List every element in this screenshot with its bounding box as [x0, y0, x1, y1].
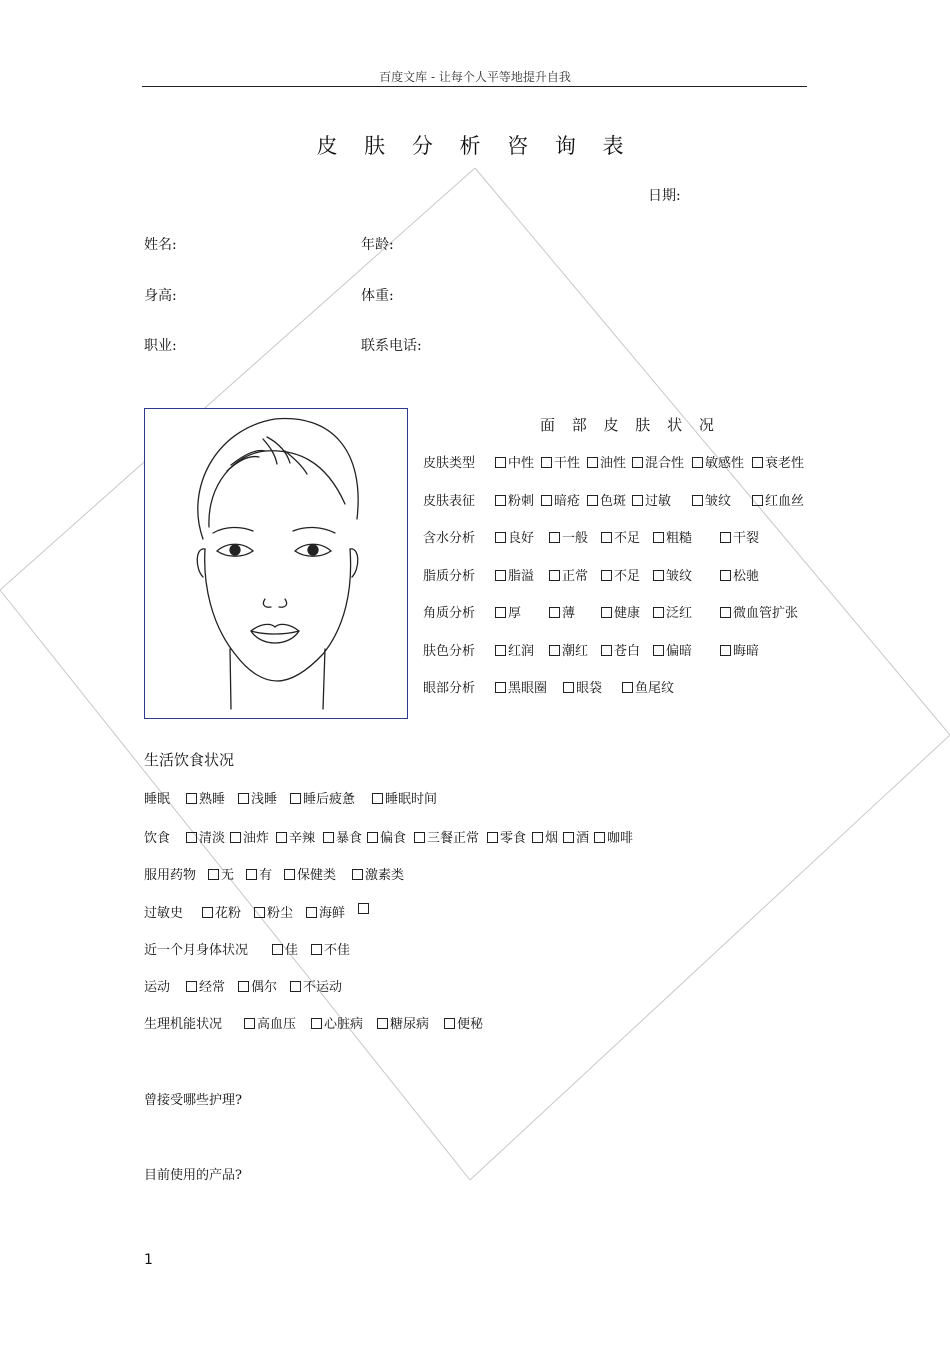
life-option-checkbox[interactable] — [284, 864, 336, 883]
life-option-label: 海鲜 — [319, 906, 346, 921]
face-option-checkbox[interactable] — [495, 602, 521, 621]
age-field[interactable]: 年龄: — [361, 237, 394, 253]
face-option-checkbox[interactable] — [563, 677, 602, 696]
life-option-label: 糖尿病 — [390, 1017, 430, 1032]
face-option-checkbox[interactable] — [653, 640, 692, 659]
checkbox-icon[interactable] — [367, 832, 378, 843]
life-option-checkbox[interactable] — [372, 788, 437, 807]
face-option-label: 中性 — [508, 456, 535, 471]
face-option-label: 眼袋 — [576, 681, 603, 696]
face-option-checkbox[interactable] — [549, 640, 588, 659]
life-row — [144, 788, 844, 808]
face-option-label: 晦暗 — [733, 644, 760, 659]
life-option-label: 偶尔 — [251, 980, 278, 995]
checkbox-icon[interactable] — [290, 981, 301, 992]
life-row — [144, 827, 844, 847]
life-option-checkbox[interactable] — [254, 902, 293, 921]
face-option-label: 不足 — [614, 531, 641, 546]
face-option-label: 色斑 — [600, 494, 627, 509]
life-option-checkbox[interactable] — [238, 976, 277, 995]
face-option-label: 混合性 — [645, 456, 685, 471]
checkbox-icon[interactable] — [290, 793, 301, 804]
face-option-checkbox[interactable] — [720, 565, 759, 584]
checkbox-icon[interactable] — [720, 645, 731, 656]
checkbox-icon[interactable] — [752, 495, 763, 506]
height-field[interactable]: 身高: — [144, 288, 177, 304]
checkbox-icon[interactable] — [238, 981, 249, 992]
checkbox-icon[interactable] — [246, 869, 257, 880]
face-illustration — [145, 409, 407, 718]
face-option-label: 一般 — [562, 531, 589, 546]
checkbox-icon[interactable] — [720, 532, 731, 543]
life-option-label: 心脏病 — [324, 1017, 364, 1032]
face-option-label: 红润 — [508, 644, 535, 659]
face-option-checkbox[interactable] — [549, 602, 575, 621]
life-option-label: 清淡 — [199, 831, 226, 846]
face-option-label: 过敏 — [645, 494, 672, 509]
face-option-checkbox[interactable] — [495, 565, 534, 584]
life-option-checkbox[interactable] — [208, 864, 234, 883]
checkbox-icon[interactable] — [495, 682, 506, 693]
checkbox-icon[interactable] — [311, 1018, 322, 1029]
face-option-checkbox[interactable] — [752, 452, 804, 471]
checkbox-icon[interactable] — [272, 944, 283, 955]
face-option-checkbox[interactable] — [549, 565, 588, 584]
life-option-checkbox[interactable] — [311, 939, 350, 958]
life-option-label: 花粉 — [215, 906, 242, 921]
checkbox-icon[interactable] — [495, 570, 506, 581]
face-row-label: 角质分析 — [423, 606, 476, 621]
face-row — [423, 677, 950, 697]
checkbox-icon[interactable] — [358, 903, 369, 914]
checkbox-icon[interactable] — [587, 457, 598, 468]
face-option-label: 粉刺 — [508, 494, 535, 509]
life-row-label: 运动 — [144, 980, 171, 995]
checkbox-icon[interactable] — [720, 570, 731, 581]
checkbox-icon[interactable] — [352, 869, 363, 880]
life-option-checkbox[interactable] — [230, 827, 269, 846]
life-option-checkbox[interactable] — [186, 788, 225, 807]
face-option-label: 皱纹 — [705, 494, 732, 509]
life-option-checkbox[interactable] — [311, 1013, 363, 1032]
life-row-label: 生理机能状况 — [144, 1017, 223, 1032]
checkbox-icon[interactable] — [372, 793, 383, 804]
checkbox-icon[interactable] — [720, 607, 731, 618]
face-row-label: 皮肤表征 — [423, 494, 476, 509]
face-option-label: 苍白 — [614, 644, 641, 659]
face-option-checkbox[interactable] — [495, 452, 534, 471]
face-option-checkbox[interactable] — [653, 527, 692, 546]
face-option-label: 暗疮 — [554, 494, 581, 509]
face-option-checkbox[interactable] — [653, 565, 692, 584]
life-option-label: 零食 — [500, 831, 527, 846]
checkbox-icon[interactable] — [495, 457, 506, 468]
face-option-label: 粗糙 — [666, 531, 693, 546]
face-option-checkbox[interactable] — [541, 490, 580, 509]
face-option-checkbox[interactable] — [622, 677, 674, 696]
life-option-label: 咖啡 — [607, 831, 634, 846]
form-title: 皮 肤 分 析 咨 询 表 — [316, 134, 634, 158]
face-row — [423, 490, 950, 510]
checkbox-icon[interactable] — [444, 1018, 455, 1029]
checkbox-icon[interactable] — [692, 457, 703, 468]
checkbox-icon[interactable] — [653, 607, 664, 618]
life-option-checkbox[interactable] — [272, 939, 298, 958]
face-row-label: 含水分析 — [423, 531, 476, 546]
face-option-checkbox[interactable] — [720, 527, 759, 546]
life-row-label: 过敏史 — [144, 906, 184, 921]
checkbox-icon[interactable] — [622, 682, 633, 693]
checkbox-icon[interactable] — [276, 832, 287, 843]
life-row-label: 服用药物 — [144, 868, 197, 883]
checkbox-icon[interactable] — [377, 1018, 388, 1029]
life-row-label: 饮食 — [144, 831, 171, 846]
life-option-label: 偏食 — [380, 831, 407, 846]
face-option-checkbox[interactable] — [692, 452, 744, 471]
occupation-field[interactable]: 职业: — [144, 338, 177, 354]
life-option-label: 不运动 — [303, 980, 343, 995]
face-option-checkbox[interactable] — [601, 565, 640, 584]
face-row-label: 眼部分析 — [423, 681, 476, 696]
face-row-label: 肤色分析 — [423, 644, 476, 659]
face-option-label: 衰老性 — [765, 456, 805, 471]
checkbox-icon[interactable] — [495, 645, 506, 656]
face-option-checkbox[interactable] — [549, 527, 588, 546]
checkbox-icon[interactable] — [541, 495, 552, 506]
face-option-label: 敏感性 — [705, 456, 745, 471]
checkbox-icon[interactable] — [653, 570, 664, 581]
life-row — [144, 902, 844, 922]
checkbox-icon[interactable] — [594, 832, 605, 843]
life-option-label: 熟睡 — [199, 792, 226, 807]
face-illustration-frame — [144, 408, 408, 719]
face-option-checkbox[interactable] — [541, 452, 580, 471]
face-option-label: 皱纹 — [666, 569, 693, 584]
face-option-checkbox[interactable] — [752, 490, 804, 509]
life-option-checkbox[interactable] — [563, 827, 589, 846]
page-number: 1 — [144, 1252, 153, 1268]
checkbox-icon[interactable] — [238, 793, 249, 804]
life-option-label: 便秘 — [457, 1017, 484, 1032]
life-option-checkbox[interactable] — [290, 976, 342, 995]
face-row — [423, 527, 950, 547]
life-option-checkbox[interactable] — [444, 1013, 483, 1032]
face-option-label: 鱼尾纹 — [635, 681, 675, 696]
checkbox-icon[interactable] — [323, 832, 334, 843]
header-divider — [142, 86, 807, 87]
phone-field[interactable]: 联系电话: — [361, 338, 422, 354]
life-row — [144, 1013, 844, 1033]
life-option-checkbox[interactable] — [358, 902, 371, 917]
checkbox-icon[interactable] — [549, 570, 560, 581]
life-option-checkbox[interactable] — [276, 827, 315, 846]
checkbox-icon[interactable] — [495, 607, 506, 618]
question-past-treatments[interactable]: 曾接受哪些护理? — [144, 1093, 242, 1108]
page-header: 百度文库 - 让每个人平等地提升自我 — [379, 70, 571, 84]
checkbox-icon[interactable] — [495, 532, 506, 543]
life-option-checkbox[interactable] — [487, 827, 526, 846]
face-option-label: 微血管扩张 — [733, 606, 799, 621]
checkbox-icon[interactable] — [311, 944, 322, 955]
face-option-checkbox[interactable] — [601, 602, 640, 621]
face-section-title: 面 部 皮 肤 状 况 — [540, 416, 720, 434]
checkbox-icon[interactable] — [202, 907, 213, 918]
checkbox-icon[interactable] — [632, 495, 643, 506]
checkbox-icon[interactable] — [563, 682, 574, 693]
life-option-label: 睡后疲惫 — [303, 792, 356, 807]
checkbox-icon[interactable] — [653, 532, 664, 543]
face-option-checkbox[interactable] — [632, 452, 684, 471]
face-option-checkbox[interactable] — [495, 640, 534, 659]
life-option-checkbox[interactable] — [290, 788, 355, 807]
checkbox-icon[interactable] — [601, 570, 612, 581]
life-option-checkbox[interactable] — [238, 788, 277, 807]
checkbox-icon[interactable] — [414, 832, 425, 843]
face-option-checkbox[interactable] — [692, 490, 731, 509]
life-option-checkbox[interactable] — [186, 827, 225, 846]
face-option-checkbox[interactable] — [601, 527, 640, 546]
checkbox-icon[interactable] — [495, 495, 506, 506]
face-row — [423, 565, 950, 585]
life-option-checkbox[interactable] — [323, 827, 362, 846]
face-row-label: 脂质分析 — [423, 569, 476, 584]
life-row-label: 睡眠 — [144, 792, 171, 807]
life-row — [144, 864, 844, 884]
checkbox-icon[interactable] — [632, 457, 643, 468]
face-option-checkbox[interactable] — [653, 602, 692, 621]
weight-field[interactable]: 体重: — [361, 288, 394, 304]
life-row — [144, 939, 844, 959]
face-option-label: 健康 — [614, 606, 641, 621]
life-option-label: 不佳 — [324, 943, 351, 958]
face-option-label: 正常 — [562, 569, 589, 584]
face-option-label: 良好 — [508, 531, 535, 546]
face-option-checkbox[interactable] — [495, 527, 534, 546]
face-row-label: 皮肤类型 — [423, 456, 476, 471]
face-option-label: 泛红 — [666, 606, 693, 621]
life-option-checkbox[interactable] — [377, 1013, 429, 1032]
checkbox-icon[interactable] — [692, 495, 703, 506]
checkbox-icon[interactable] — [549, 645, 560, 656]
checkbox-icon[interactable] — [284, 869, 295, 880]
life-option-checkbox[interactable] — [186, 976, 225, 995]
life-option-label: 无 — [221, 868, 235, 883]
life-option-label: 浅睡 — [251, 792, 278, 807]
life-row — [144, 976, 844, 996]
life-option-label: 佳 — [285, 943, 299, 958]
face-option-checkbox[interactable] — [720, 640, 759, 659]
checkbox-icon[interactable] — [186, 793, 197, 804]
life-option-checkbox[interactable] — [367, 827, 406, 846]
checkbox-icon[interactable] — [541, 457, 552, 468]
face-option-label: 潮红 — [562, 644, 589, 659]
life-option-label: 辛辣 — [289, 831, 316, 846]
life-option-label: 睡眠时间 — [385, 792, 438, 807]
life-option-label: 粉尘 — [267, 906, 294, 921]
face-option-checkbox[interactable] — [587, 490, 626, 509]
checkbox-icon[interactable] — [587, 495, 598, 506]
face-option-checkbox[interactable] — [601, 640, 640, 659]
face-option-label: 油性 — [600, 456, 627, 471]
life-option-label: 烟 — [545, 831, 559, 846]
life-option-checkbox[interactable] — [594, 827, 633, 846]
face-option-label: 不足 — [614, 569, 641, 584]
life-option-label: 高血压 — [257, 1017, 297, 1032]
checkbox-icon[interactable] — [186, 832, 197, 843]
life-option-label: 暴食 — [336, 831, 363, 846]
life-option-checkbox[interactable] — [246, 864, 272, 883]
life-option-checkbox[interactable] — [244, 1013, 296, 1032]
life-option-checkbox[interactable] — [414, 827, 479, 846]
face-option-label: 红血丝 — [765, 494, 805, 509]
checkbox-icon[interactable] — [752, 457, 763, 468]
face-option-checkbox[interactable] — [587, 452, 626, 471]
face-row — [423, 602, 950, 622]
face-option-label: 偏暗 — [666, 644, 693, 659]
life-option-label: 激素类 — [365, 868, 405, 883]
life-row-label: 近一个月身体状况 — [144, 943, 249, 958]
checkbox-icon[interactable] — [244, 1018, 255, 1029]
face-option-checkbox[interactable] — [632, 490, 671, 509]
checkbox-icon[interactable] — [601, 532, 612, 543]
life-option-label: 保健类 — [297, 868, 337, 883]
checkbox-icon[interactable] — [230, 832, 241, 843]
face-row — [423, 640, 950, 660]
name-field[interactable]: 姓名: — [144, 237, 177, 253]
life-option-label: 酒 — [576, 831, 590, 846]
date-label[interactable]: 日期: — [648, 188, 681, 204]
life-option-label: 油炸 — [243, 831, 270, 846]
face-option-checkbox[interactable] — [495, 490, 534, 509]
checkbox-icon[interactable] — [653, 645, 664, 656]
life-option-label: 有 — [259, 868, 273, 883]
life-option-checkbox[interactable] — [202, 902, 241, 921]
face-option-label: 厚 — [508, 606, 522, 621]
life-option-label: 三餐正常 — [427, 831, 480, 846]
face-option-label: 松驰 — [733, 569, 760, 584]
checkbox-icon[interactable] — [186, 981, 197, 992]
checkbox-icon[interactable] — [208, 869, 219, 880]
checkbox-icon[interactable] — [601, 607, 612, 618]
face-option-label: 薄 — [562, 606, 576, 621]
checkbox-icon[interactable] — [254, 907, 265, 918]
checkbox-icon[interactable] — [563, 832, 574, 843]
life-option-label: 经常 — [199, 980, 226, 995]
checkbox-icon[interactable] — [549, 607, 560, 618]
face-option-label: 干性 — [554, 456, 581, 471]
face-option-label: 黑眼圈 — [508, 681, 548, 696]
life-option-checkbox[interactable] — [352, 864, 404, 883]
life-section-title: 生活饮食状况 — [144, 751, 235, 769]
checkbox-icon[interactable] — [487, 832, 498, 843]
life-option-checkbox[interactable] — [532, 827, 558, 846]
face-row — [423, 452, 950, 472]
face-option-label: 脂溢 — [508, 569, 535, 584]
checkbox-icon[interactable] — [532, 832, 543, 843]
face-option-checkbox[interactable] — [495, 677, 547, 696]
question-current-products[interactable]: 目前使用的产品? — [144, 1168, 242, 1183]
face-option-checkbox[interactable] — [720, 602, 798, 621]
life-option-checkbox[interactable] — [306, 902, 345, 921]
checkbox-icon[interactable] — [549, 532, 560, 543]
checkbox-icon[interactable] — [306, 907, 317, 918]
checkbox-icon[interactable] — [601, 645, 612, 656]
face-option-label: 干裂 — [733, 531, 760, 546]
